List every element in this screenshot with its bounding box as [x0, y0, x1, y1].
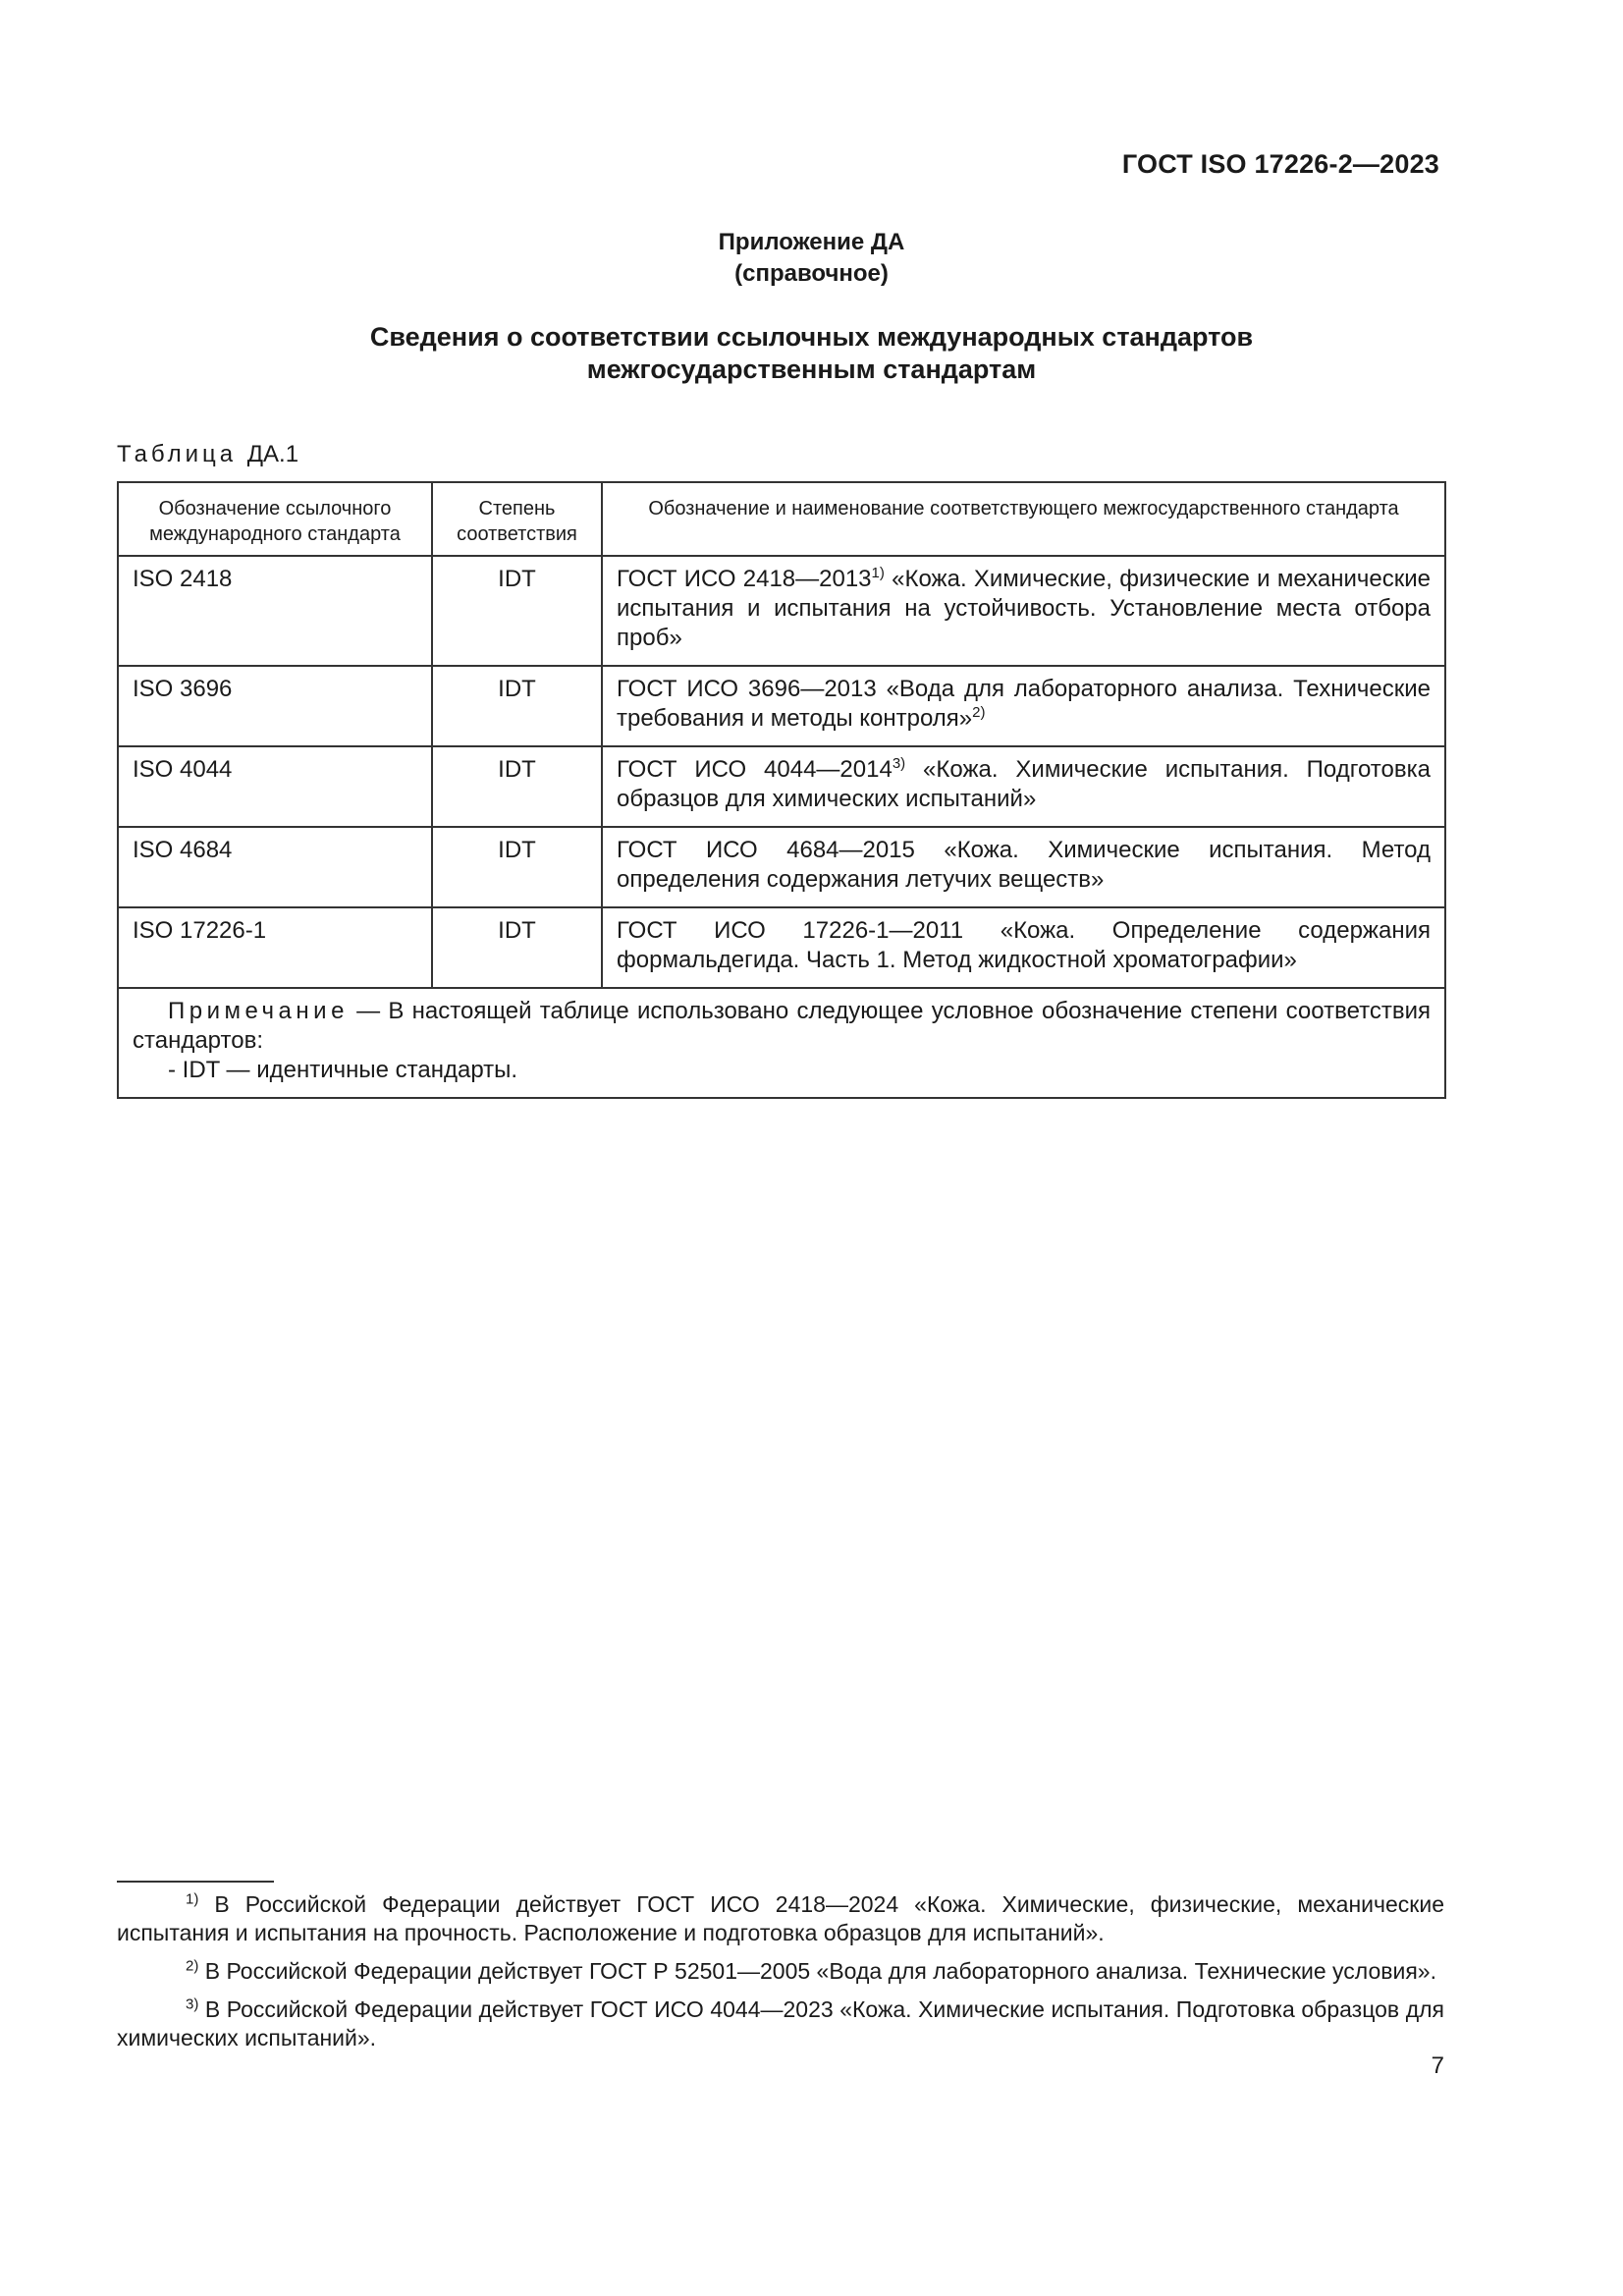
column-header-name: Обозначение и наименование соответствующего межгосударственного стандарта: [602, 482, 1445, 556]
cell-name-text: ГОСТ ИСО 17226-1—2011 «Кожа. Определение содержания формальдегида. Часть 1. Метод жидкостной хроматографии»: [617, 917, 1431, 973]
table-row: [118, 907, 1445, 988]
table-note: [118, 988, 1445, 1098]
cell-name: [602, 556, 1445, 666]
table-row: [118, 556, 1445, 666]
column-header-degree: Степень соответствия: [432, 482, 602, 556]
cell-name-text: ГОСТ ИСО 2418—2013: [617, 566, 872, 592]
cell-name-text: ГОСТ ИСО 3696—2013 «Вода для лабораторного анализа. Технические требования и методы контроля»: [617, 676, 1431, 732]
annex-heading-line-2: межгосударственным стандартам: [586, 355, 1037, 384]
column-header-standard: Обозначение ссылочного международного стандарта: [118, 482, 432, 556]
table-caption-number: ДА.1: [246, 441, 299, 467]
annex-subtitle: (справочное): [734, 260, 889, 287]
table-row: [118, 827, 1445, 907]
cell-name: [602, 827, 1445, 907]
cell-name: [602, 746, 1445, 827]
cell-degree: IDT: [432, 907, 602, 988]
cell-name-text: ГОСТ ИСО 4684—2015 «Кожа. Химические испытания. Метод определения содержания летучих веществ»: [617, 837, 1431, 893]
annex-heading: [0, 321, 1623, 386]
footnote-mark: 1): [186, 1890, 199, 1908]
footnote-text: В Российской Федерации действует ГОСТ Р 52501—2005 «Вода для лабораторного анализа. Технические условия».: [198, 1958, 1436, 1984]
cell-name-text: ГОСТ ИСО 4044—2014: [617, 756, 893, 783]
table-header-row: [118, 482, 1445, 556]
cell-name: [602, 907, 1445, 988]
footnote: [117, 1995, 1444, 2052]
cell-name: [602, 666, 1445, 746]
footnote-ref: 3): [892, 755, 906, 772]
cell-degree: IDT: [432, 827, 602, 907]
footnote-ref: 2): [972, 704, 986, 721]
table-row: [118, 746, 1445, 827]
note-label: Примечание: [168, 998, 349, 1024]
cell-standard: ISO 4684: [118, 827, 432, 907]
cell-standard: ISO 2418: [118, 556, 432, 666]
footnote: [117, 1957, 1444, 1986]
cell-standard: ISO 3696: [118, 666, 432, 746]
cell-degree: IDT: [432, 666, 602, 746]
table-caption-label: Таблица: [117, 441, 238, 467]
footnote-text: В Российской Федерации действует ГОСТ ИСО 4044—2023 «Кожа. Химические испытания. Подготовка образцов для химических испытаний».: [117, 1996, 1444, 2050]
note-paragraph: [133, 997, 1431, 1056]
cell-degree: IDT: [432, 556, 602, 666]
footnote-text: В Российской Федерации действует ГОСТ ИСО 2418—2024 «Кожа. Химические, физические, механические испытания и испытания на прочность. Расположение и подготовка образцов для испытаний».: [117, 1891, 1444, 1945]
cell-standard: ISO 17226-1: [118, 907, 432, 988]
note-text: — В настоящей таблице использовано следующее условное обозначение степени соответствия стандартов:: [133, 998, 1431, 1054]
annex-title: Приложение ДА: [718, 229, 905, 255]
footnote-separator: [117, 1881, 274, 1883]
table-row: [118, 666, 1445, 746]
footnote-mark: 3): [186, 1995, 199, 2013]
cell-name-text-rest: «Кожа. Химические испытания. Подготовка образцов для химических испытаний»: [617, 756, 1431, 812]
annex-heading-line-1: Сведения о соответствии ссылочных международных стандартов: [369, 322, 1254, 352]
footnote-ref: 1): [871, 565, 885, 581]
footnotes: [117, 1890, 1444, 2062]
cell-degree: IDT: [432, 746, 602, 827]
table-caption: [117, 441, 298, 468]
table-note-row: [118, 988, 1445, 1098]
correspondence-table: [117, 481, 1446, 1099]
cell-standard: ISO 4044: [118, 746, 432, 827]
cell-name-text-rest: «Кожа. Химические, физические и механические испытания и испытания на устойчивость. Установление места отбора проб»: [617, 566, 1431, 651]
note-item: - IDT — идентичные стандарты.: [168, 1057, 518, 1083]
footnote: [117, 1890, 1444, 1947]
document-code: ГОСТ ISO 17226-2—2023: [1121, 149, 1439, 179]
page-number: 7: [1431, 2052, 1444, 2079]
footnote-mark: 2): [186, 1957, 199, 1975]
